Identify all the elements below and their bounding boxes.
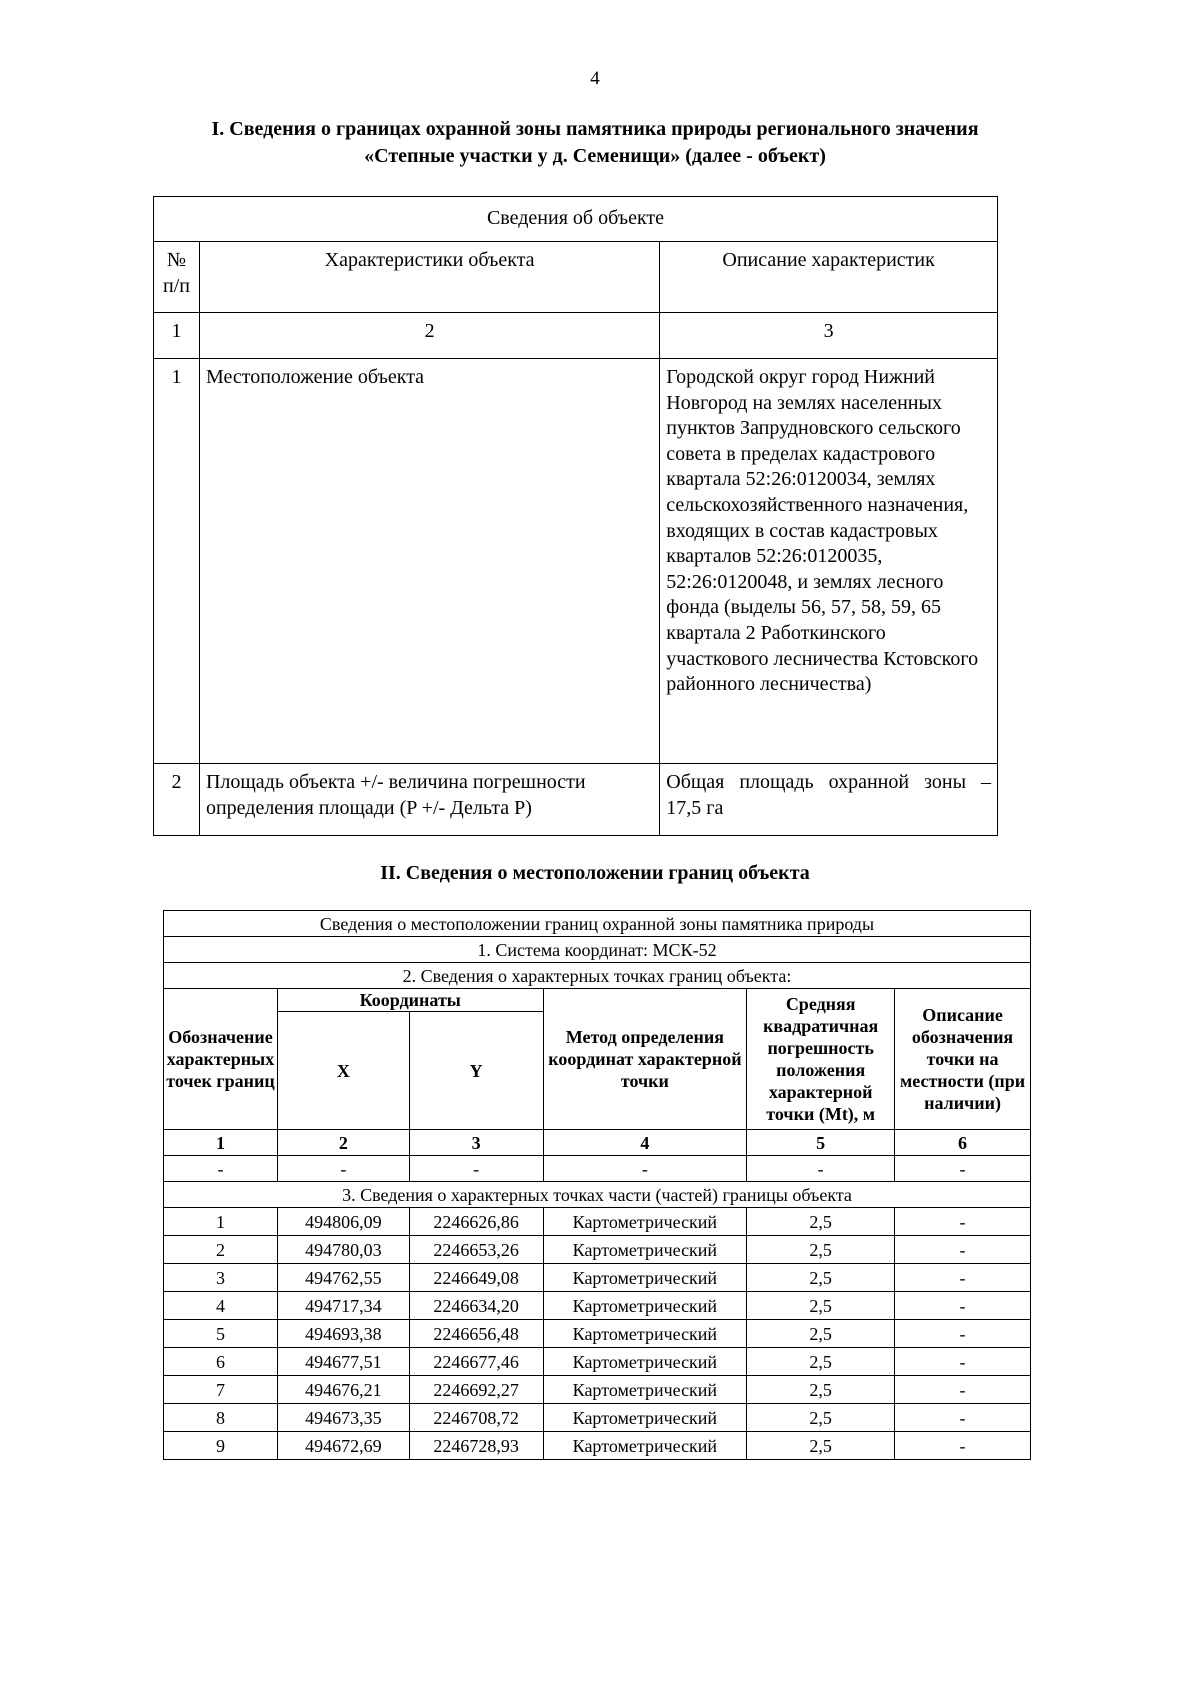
method: Картометрический	[543, 1236, 747, 1264]
header-error: Средняя квадратичная погрешность положения характерной точки (Mt), м	[747, 989, 895, 1130]
x-coord: 494676,21	[277, 1376, 409, 1404]
row-desc: Общая площадь охранной зоны – 17,5 га	[660, 764, 998, 836]
header-y: Y	[409, 1012, 543, 1130]
y-coord: 2246649,08	[409, 1264, 543, 1292]
method: Картометрический	[543, 1292, 747, 1320]
x-coord: 494677,51	[277, 1348, 409, 1376]
method: Картометрический	[543, 1208, 747, 1236]
row-num: 1	[154, 359, 200, 764]
table-row	[164, 1264, 1031, 1292]
section2-title: II. Сведения о местоположении границ объекта	[380, 862, 810, 884]
y-coord: 2246677,46	[409, 1348, 543, 1376]
header-designation: Обозначение характерных точек границ	[164, 989, 278, 1130]
col-number: 5	[747, 1130, 895, 1156]
empty-cell: -	[895, 1156, 1031, 1182]
point-description: -	[895, 1348, 1031, 1376]
point-description: -	[895, 1236, 1031, 1264]
y-coord: 2246656,48	[409, 1320, 543, 1348]
page-number: 4	[590, 68, 600, 89]
header-x: X	[277, 1012, 409, 1130]
error-value: 2,5	[747, 1376, 895, 1404]
error-value: 2,5	[747, 1432, 895, 1460]
x-coord: 494693,38	[277, 1320, 409, 1348]
table-row	[164, 1292, 1031, 1320]
table-caption: Сведения о местоположении границ охранной зоны памятника природы	[164, 911, 1031, 937]
method: Картометрический	[543, 1264, 747, 1292]
method: Картометрический	[543, 1320, 747, 1348]
header-method: Метод определения координат характерной точки	[543, 989, 747, 1130]
table-row	[164, 1348, 1031, 1376]
table-row	[164, 1376, 1031, 1404]
error-value: 2,5	[747, 1264, 895, 1292]
point-description: -	[895, 1208, 1031, 1236]
point-number: 8	[164, 1404, 278, 1432]
header-description: Описание характеристик	[660, 242, 998, 313]
x-coord: 494806,09	[277, 1208, 409, 1236]
error-value: 2,5	[747, 1348, 895, 1376]
point-number: 9	[164, 1432, 278, 1460]
x-coord: 494780,03	[277, 1236, 409, 1264]
point-number: 5	[164, 1320, 278, 1348]
table-row	[164, 1208, 1031, 1236]
method: Картометрический	[543, 1404, 747, 1432]
point-description: -	[895, 1432, 1031, 1460]
col-number: 1	[164, 1130, 278, 1156]
coord-system: 1. Система координат: МСК-52	[164, 937, 1031, 963]
empty-cell: -	[277, 1156, 409, 1182]
table-row	[164, 1320, 1031, 1348]
header-coords: Координаты	[277, 989, 543, 1012]
empty-cell: -	[543, 1156, 747, 1182]
y-coord: 2246626,86	[409, 1208, 543, 1236]
error-value: 2,5	[747, 1404, 895, 1432]
point-description: -	[895, 1264, 1031, 1292]
col-number: 2	[277, 1130, 409, 1156]
table-row	[164, 1404, 1031, 1432]
table-row	[154, 764, 998, 836]
table-row	[164, 1432, 1031, 1460]
title-line2: «Степные участки у д. Семенищи» (далее - объект)	[364, 145, 826, 167]
table-row	[164, 1236, 1031, 1264]
y-coord: 2246653,26	[409, 1236, 543, 1264]
row-desc: Городской округ город Нижний Новгород на землях населенных пунктов Запрудновского сельского совета в пределах кадастрового квартала 52:26:0120034, землях сельскохозяйственного назначения, входящих в состав кадастровых кварталов 52:26:0120035, 52:26:0120048, и землях лесного фонда (выделы 56, 57, 58, 59, 65 квартала 2 Работкинского участкового лесничества Кстовского районного лесничества)	[660, 359, 998, 764]
x-coord: 494762,55	[277, 1264, 409, 1292]
empty-cell: -	[164, 1156, 278, 1182]
x-coord: 494717,34	[277, 1292, 409, 1320]
parts-caption: 3. Сведения о характерных точках части (частей) границы объекта	[164, 1182, 1031, 1208]
y-coord: 2246728,93	[409, 1432, 543, 1460]
col-number: 1	[154, 313, 200, 359]
section1-title	[150, 116, 1040, 170]
row-name: Площадь объекта +/- величина погрешности определения площади (P +/- Дельта P)	[199, 764, 659, 836]
col-number: 3	[660, 313, 998, 359]
method: Картометрический	[543, 1432, 747, 1460]
boundary-points-table	[163, 910, 1031, 1460]
point-description: -	[895, 1320, 1031, 1348]
row-num: 2	[154, 764, 200, 836]
table-row	[154, 359, 998, 764]
y-coord: 2246634,20	[409, 1292, 543, 1320]
col-number: 4	[543, 1130, 747, 1156]
point-number: 2	[164, 1236, 278, 1264]
point-description: -	[895, 1404, 1031, 1432]
object-info-table	[153, 196, 998, 836]
y-coord: 2246708,72	[409, 1404, 543, 1432]
error-value: 2,5	[747, 1236, 895, 1264]
header-num: № п/п	[154, 242, 200, 313]
table-caption: Сведения об объекте	[154, 197, 998, 242]
method: Картометрический	[543, 1376, 747, 1404]
col-number: 2	[199, 313, 659, 359]
point-description: -	[895, 1376, 1031, 1404]
point-description: -	[895, 1292, 1031, 1320]
method: Картометрический	[543, 1348, 747, 1376]
point-number: 1	[164, 1208, 278, 1236]
header-description: Описание обозначения точки на местности (при наличии)	[895, 989, 1031, 1130]
y-coord: 2246692,27	[409, 1376, 543, 1404]
header-characteristic: Характеристики объекта	[199, 242, 659, 313]
x-coord: 494672,69	[277, 1432, 409, 1460]
point-number: 3	[164, 1264, 278, 1292]
x-coord: 494673,35	[277, 1404, 409, 1432]
error-value: 2,5	[747, 1320, 895, 1348]
column-numbers-row	[164, 1130, 1031, 1156]
empty-cell: -	[409, 1156, 543, 1182]
points-caption: 2. Сведения о характерных точках границ объекта:	[164, 963, 1031, 989]
col-number: 3	[409, 1130, 543, 1156]
point-number: 6	[164, 1348, 278, 1376]
error-value: 2,5	[747, 1292, 895, 1320]
empty-row	[164, 1156, 1031, 1182]
point-number: 4	[164, 1292, 278, 1320]
empty-cell: -	[747, 1156, 895, 1182]
row-name: Местоположение объекта	[199, 359, 659, 764]
error-value: 2,5	[747, 1208, 895, 1236]
point-number: 7	[164, 1376, 278, 1404]
col-number: 6	[895, 1130, 1031, 1156]
title-line1: I. Сведения о границах охранной зоны памятника природы регионального значения	[211, 118, 979, 140]
